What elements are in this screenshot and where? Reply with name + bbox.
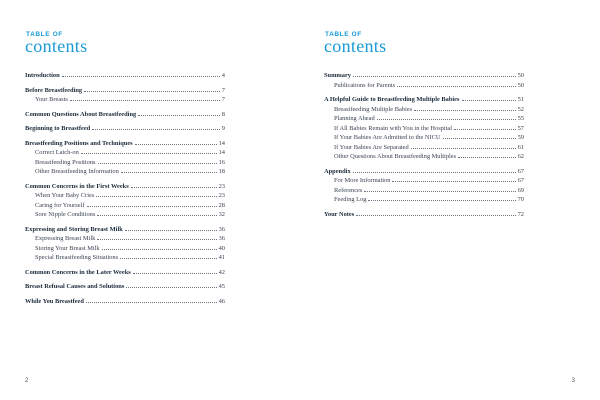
dot-leader <box>70 100 220 101</box>
toc-subsection-entry[interactable] <box>25 210 225 220</box>
dot-leader <box>411 148 516 149</box>
toc-entry-label: A Helpful Guide to Breastfeeding Multiple Babies <box>324 96 460 103</box>
toc-section-entry[interactable] <box>25 297 225 307</box>
right-page <box>300 0 600 400</box>
toc-entry-label: Appendix <box>324 167 351 175</box>
toc-entry-page: 14 <box>218 139 225 147</box>
dot-leader <box>377 119 516 120</box>
toc-entry-label: References <box>334 186 363 194</box>
toc-subsection-entry[interactable] <box>324 124 524 134</box>
toc-entry-label: Correct Latch-on <box>35 149 79 156</box>
toc-section-entry[interactable] <box>25 268 225 278</box>
dot-leader <box>126 287 216 288</box>
toc-section-entry[interactable] <box>324 95 524 105</box>
toc-entry-page: 7 <box>221 96 225 103</box>
dot-leader <box>102 249 217 250</box>
toc-subsection-entry[interactable] <box>25 167 225 177</box>
toc-subsection-entry[interactable] <box>25 244 225 254</box>
toc-entry-page: 23 <box>218 182 225 190</box>
toc-entry-page: 8 <box>221 110 225 118</box>
toc-entry-label: Breastfeeding Multiple Babies <box>334 105 413 113</box>
dot-leader <box>364 191 515 192</box>
toc-title: contents <box>25 36 88 56</box>
dot-leader <box>356 215 515 216</box>
toc-entry-page: 40 <box>218 244 225 252</box>
toc-entry-label: Publications for Parents <box>334 81 396 89</box>
dot-leader <box>121 172 217 173</box>
toc-entry-label: Beginning to Breastfeed <box>25 125 91 132</box>
toc-subsection-entry[interactable] <box>25 148 225 158</box>
toc-entry-label: Summary <box>324 72 351 79</box>
toc-entry-page: 28 <box>218 201 225 209</box>
toc-entry-page: 72 <box>517 210 524 218</box>
dot-leader <box>131 187 217 188</box>
dot-leader <box>92 129 220 130</box>
toc-entry-label: For More Information <box>334 177 391 184</box>
dot-leader <box>84 91 220 92</box>
toc-entry-page: 36 <box>218 225 225 233</box>
dot-leader <box>353 76 516 77</box>
toc-entry-label: Expressing and Storing Breast Milk <box>25 225 123 233</box>
toc-subsection-entry[interactable] <box>324 133 524 143</box>
toc-entry-page: 67 <box>517 167 524 175</box>
toc-entry-page: 55 <box>517 115 524 122</box>
dot-leader <box>97 215 216 216</box>
toc-subsection-entry[interactable] <box>324 186 524 196</box>
toc-entry-page: 62 <box>517 153 524 160</box>
toc-entry-label: Common Questions About Breastfeeding <box>25 110 137 118</box>
toc-entry-label: Special Breastfeeding Situations <box>35 254 119 261</box>
dot-leader <box>98 163 217 164</box>
toc-section-entry[interactable] <box>25 71 225 81</box>
toc-entry-label: Before Breastfeeding <box>25 86 83 94</box>
toc-entry-page: 4 <box>221 72 225 79</box>
toc-section-entry[interactable] <box>324 167 524 177</box>
toc-label-small: TABLE OF <box>325 31 362 38</box>
toc-subsection-entry[interactable] <box>324 105 524 115</box>
toc-section-entry[interactable] <box>25 124 225 134</box>
toc-subsection-entry[interactable] <box>25 95 225 105</box>
toc-section-entry[interactable] <box>25 139 225 149</box>
toc-subsection-entry[interactable] <box>25 158 225 168</box>
toc-entry-page: 16 <box>218 158 225 166</box>
toc-entry-page: 14 <box>218 149 225 156</box>
dot-leader <box>397 86 516 87</box>
toc-list-left <box>25 71 225 306</box>
toc-entry-page: 42 <box>218 268 225 276</box>
toc-entry-label: While You Breastfeed <box>25 297 84 305</box>
toc-entry-page: 70 <box>517 196 524 203</box>
toc-entry-page: 36 <box>218 235 225 242</box>
page-number-right: 3 <box>571 378 575 384</box>
toc-entry-page: 46 <box>218 297 225 305</box>
toc-entry-label: Your Notes <box>324 210 355 218</box>
toc-entry-label: If Your Babies Are Admitted to the NICU <box>334 134 441 141</box>
dot-leader <box>120 258 217 259</box>
toc-entry-label: Planning Ahead <box>334 115 375 122</box>
toc-subsection-entry[interactable] <box>25 191 225 201</box>
toc-entry-page: 23 <box>218 192 225 199</box>
toc-entry-label: Sore Nipple Conditions <box>35 211 96 218</box>
dot-leader <box>133 273 217 274</box>
toc-list-right <box>324 71 524 219</box>
toc-entry-label: When Your Baby Cries <box>35 192 95 199</box>
dot-leader <box>368 200 515 201</box>
toc-section-entry[interactable] <box>25 110 225 120</box>
dot-leader <box>454 129 516 130</box>
toc-subsection-entry[interactable] <box>324 152 524 162</box>
toc-subsection-entry[interactable] <box>324 81 524 91</box>
toc-entry-page: 50 <box>517 72 524 79</box>
dot-leader <box>87 206 217 207</box>
dot-leader <box>97 239 216 240</box>
toc-entry-label: Other Questions About Breastfeeding Multiples <box>334 153 457 160</box>
toc-title: contents <box>324 36 387 56</box>
toc-entry-label: If All Babies Remain with You in the Hospital <box>334 124 453 132</box>
toc-section-entry[interactable] <box>25 282 225 292</box>
toc-entry-page: 57 <box>517 124 524 132</box>
toc-entry-label: Caring for Yourself <box>35 201 85 209</box>
toc-section-entry[interactable] <box>324 71 524 81</box>
toc-entry-page: 32 <box>218 211 225 218</box>
toc-entry-label: Feeding Log <box>334 196 367 203</box>
dot-leader <box>138 115 220 116</box>
toc-entry-page: 9 <box>221 125 225 132</box>
toc-entry-page: 50 <box>517 81 524 89</box>
toc-subsection-entry[interactable] <box>25 253 225 263</box>
toc-subsection-entry[interactable] <box>324 114 524 124</box>
toc-section-entry[interactable] <box>324 210 524 220</box>
toc-section-entry[interactable] <box>25 182 225 192</box>
toc-entry-label: Breastfeeding Positions <box>35 158 96 166</box>
toc-entry-page: 18 <box>218 168 225 175</box>
toc-subsection-entry[interactable] <box>324 176 524 186</box>
toc-entry-page: 51 <box>517 96 524 103</box>
toc-entry-label: Common Concerns in the First Weeks <box>25 182 129 190</box>
toc-entry-label: Expressing Breast Milk <box>35 235 96 242</box>
dot-leader <box>125 230 217 231</box>
toc-entry-label: Your Breasts <box>35 96 68 103</box>
toc-entry-page: 52 <box>517 105 524 113</box>
toc-section-entry[interactable] <box>25 86 225 96</box>
toc-entry-label: Breastfeeding Positions and Techniques <box>25 139 133 147</box>
toc-section-entry[interactable] <box>25 225 225 235</box>
toc-entry-page: 45 <box>218 283 225 290</box>
dot-leader <box>96 196 216 197</box>
dot-leader <box>81 153 217 154</box>
dot-leader <box>62 76 220 77</box>
toc-entry-label: Other Breastfeeding Information <box>35 168 119 175</box>
page-number-left: 2 <box>25 378 29 384</box>
toc-entry-label: Common Concerns in the Later Weeks <box>25 268 131 276</box>
dot-leader <box>86 302 217 303</box>
toc-entry-page: 69 <box>517 186 524 194</box>
toc-subsection-entry[interactable] <box>25 234 225 244</box>
dot-leader <box>353 172 516 173</box>
toc-entry-page: 61 <box>517 143 524 151</box>
dot-leader <box>135 144 217 145</box>
toc-entry-page: 59 <box>517 134 524 141</box>
dot-leader <box>443 138 516 139</box>
toc-subsection-entry[interactable] <box>324 143 524 153</box>
toc-entry-label: Introduction <box>25 72 60 79</box>
toc-subsection-entry[interactable] <box>324 195 524 205</box>
dot-leader <box>414 110 516 111</box>
toc-label-small: TABLE OF <box>26 31 63 38</box>
toc-subsection-entry[interactable] <box>25 201 225 211</box>
toc-entry-label: Storing Your Breast Milk <box>35 244 100 252</box>
toc-entry-label: If Your Babies Are Separated <box>334 143 409 151</box>
toc-entry-page: 41 <box>218 254 225 261</box>
dot-leader <box>462 100 516 101</box>
dot-leader <box>392 181 515 182</box>
toc-entry-label: Breast Refusal Causes and Solutions <box>25 283 125 290</box>
toc-entry-page: 67 <box>517 177 524 184</box>
dot-leader <box>458 157 515 158</box>
toc-entry-page: 7 <box>221 86 225 94</box>
